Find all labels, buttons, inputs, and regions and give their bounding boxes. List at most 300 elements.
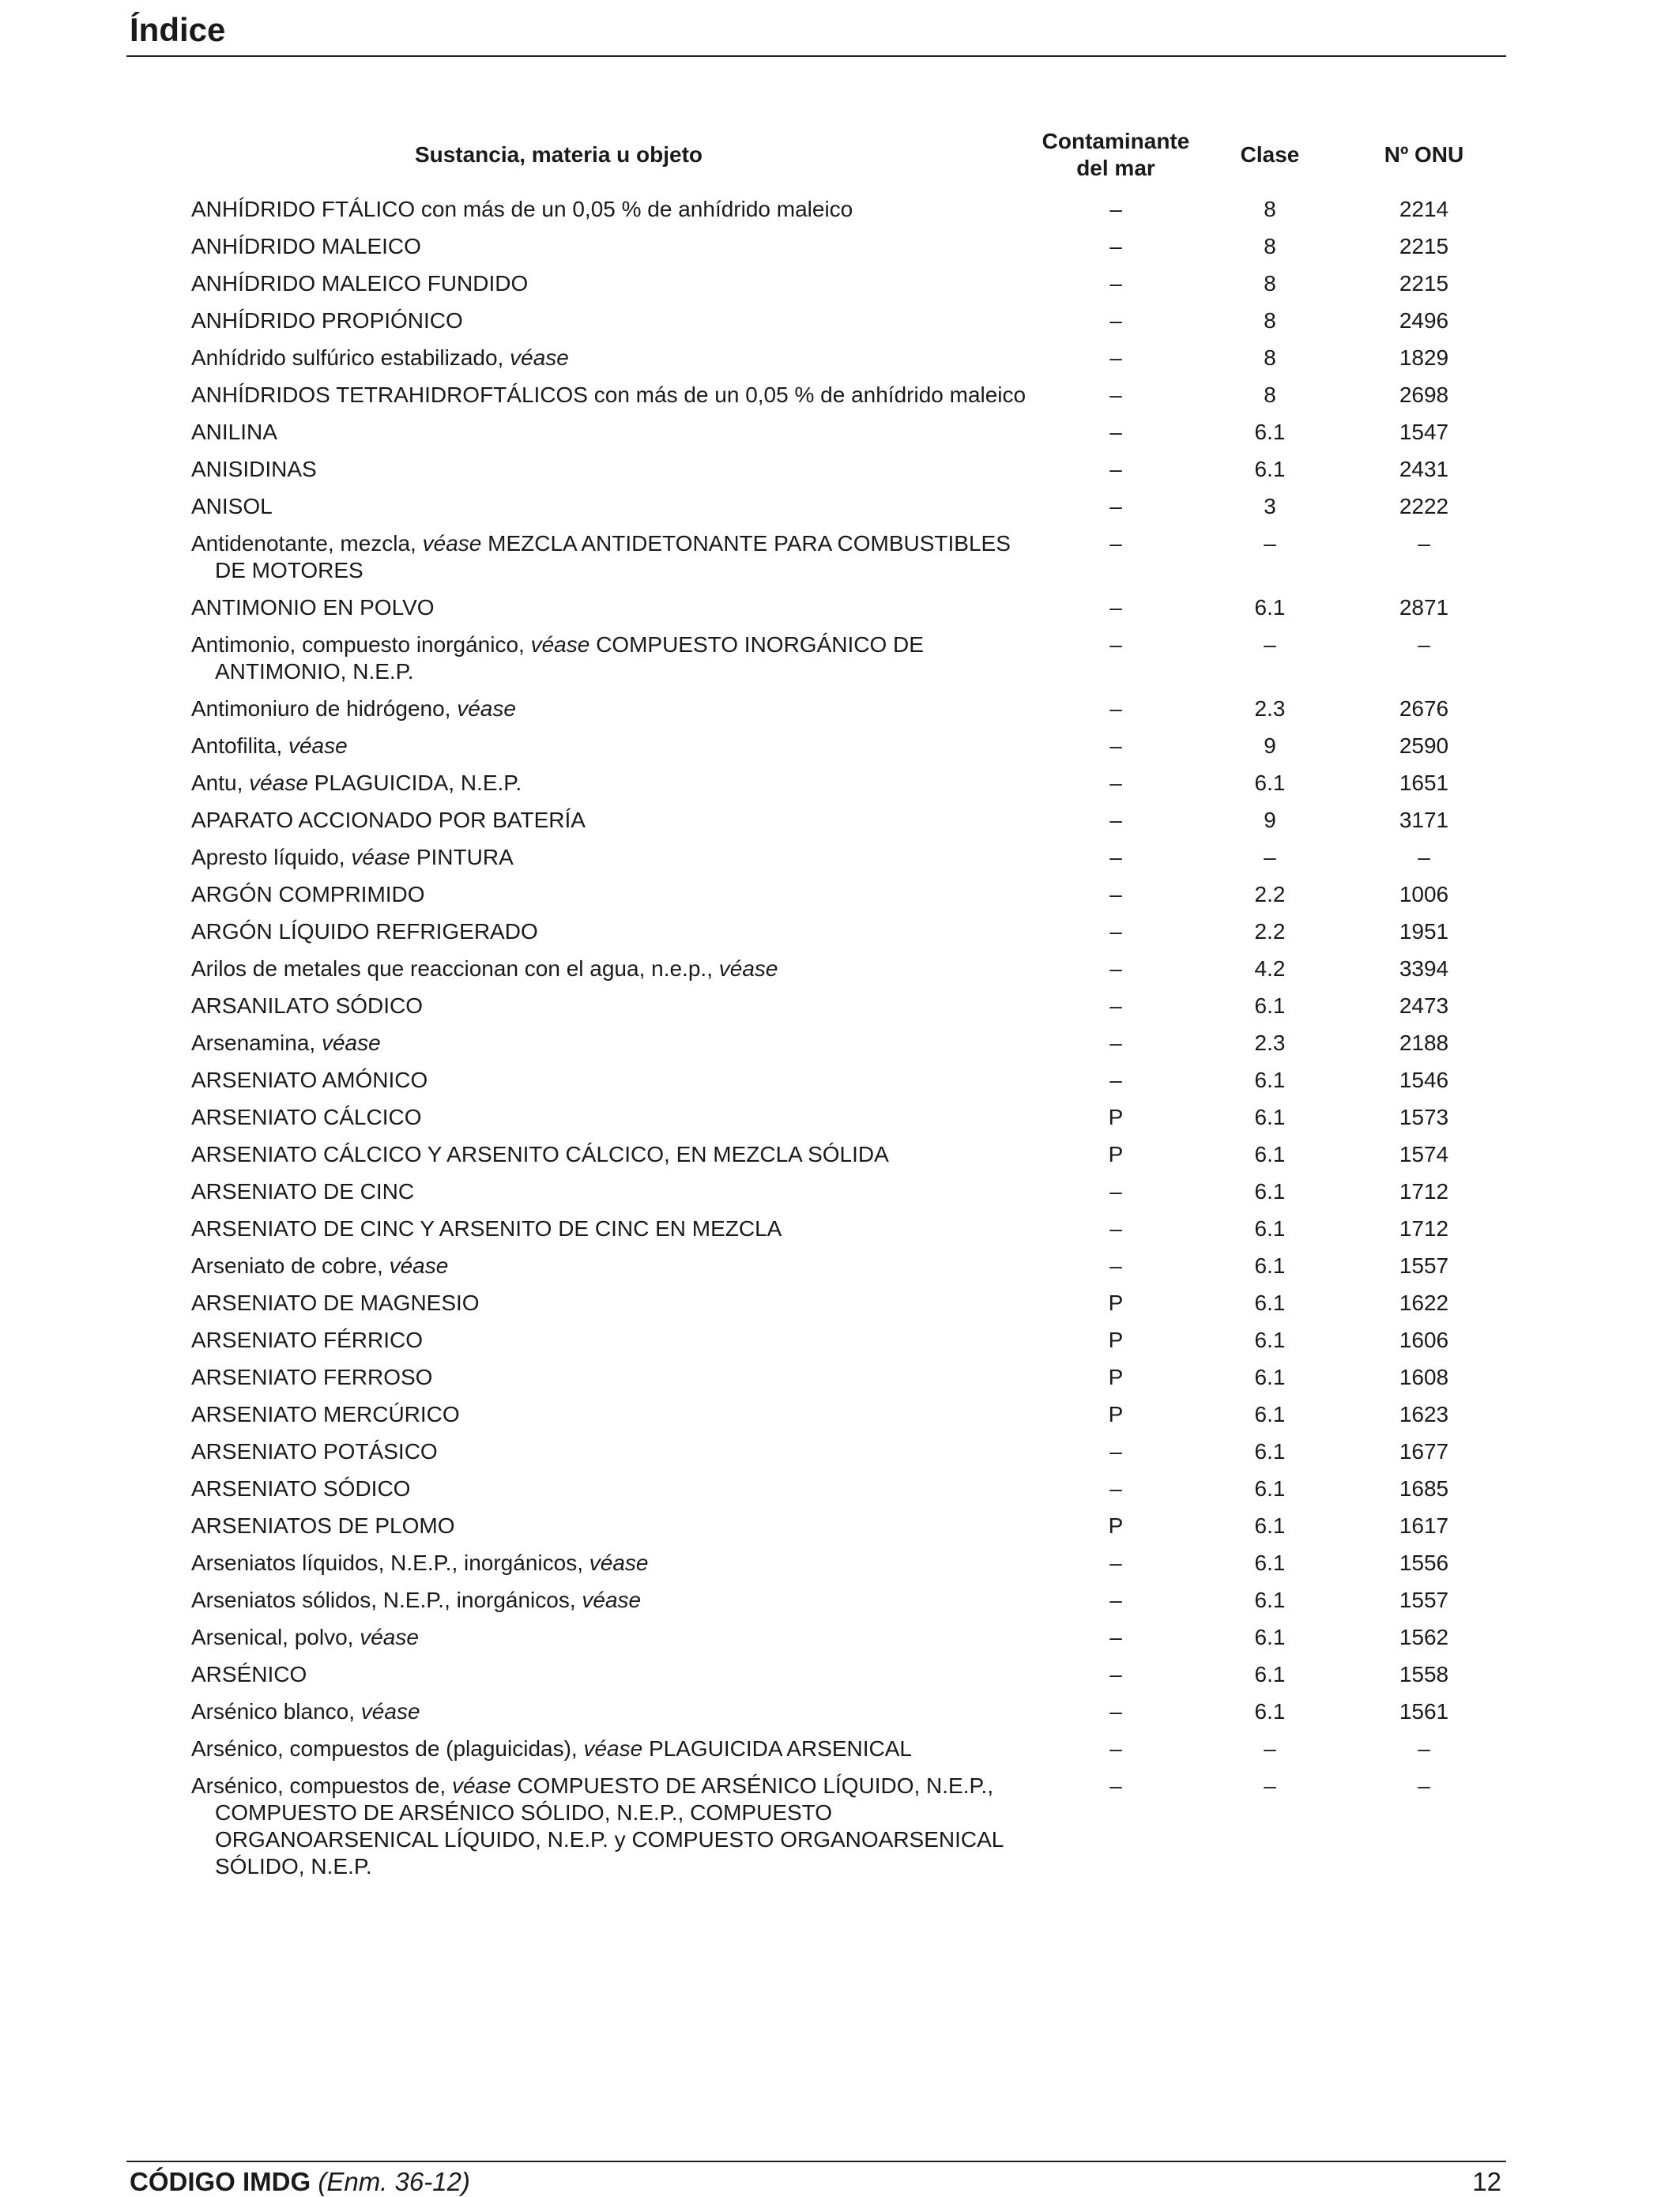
class-cell: 8 [1264,382,1276,407]
substance-cell [191,1732,1037,1769]
substance-name [191,1550,1037,1577]
substance-name [191,1364,1037,1391]
marine-pollutant-cell: – [1109,733,1122,758]
un-number-cell: – [1418,845,1430,869]
table-row [191,1324,1503,1361]
substance-name [191,993,1037,1019]
substance-cell [191,1249,1037,1287]
see-reference: véase [718,956,778,981]
un-number-cell: – [1418,1773,1430,1798]
marine-pollutant-cell: – [1109,457,1122,481]
table-header-row [191,119,1503,193]
reference-target: PLAGUICIDA, N.E.P. [307,771,522,795]
un-number-cell: – [1418,531,1430,556]
table-row [191,1212,1503,1249]
table-row [191,1621,1503,1658]
table-row [191,1064,1503,1101]
table-row [191,591,1503,628]
substance-name [191,1178,1037,1205]
table-row [191,1027,1503,1064]
substance-cell [191,804,1037,841]
substance-text: Antidenotante, mezcla, [191,531,423,556]
marine-pollutant-cell: – [1109,1068,1122,1092]
substance-cell [191,628,1037,692]
substance-cell [191,1361,1037,1398]
substance-text: Apresto líquido, [191,845,352,869]
un-number-cell: 1623 [1399,1402,1449,1426]
marine-pollutant-cell: – [1109,1551,1122,1575]
substance-text: ARSENIATO CÁLCICO Y ARSENITO CÁLCICO, EN MEZCLA SÓLIDA [191,1142,889,1166]
header-rule [126,55,1506,57]
class-cell: 6.1 [1254,1216,1286,1241]
substance-text: Arsénico blanco, [191,1699,361,1724]
substance-name [191,1735,1037,1762]
substance-name [191,1624,1037,1651]
substance-cell [191,841,1037,878]
table-row [191,1547,1503,1584]
substance-name [191,733,1037,759]
reference-target: PINTURA [410,845,514,869]
substance-text: ARSENIATO CÁLCICO [191,1105,422,1129]
substance-name [191,631,1037,685]
un-number-cell: 2214 [1399,197,1449,221]
substance-name [191,307,1037,334]
substance-name [191,1141,1037,1168]
class-cell: – [1264,531,1276,556]
substance-text: ARSENIATO MERCÚRICO [191,1402,460,1426]
reference-target: PLAGUICIDA ARSENICAL [642,1736,912,1761]
substance-text: ARSENIATO DE MAGNESIO [191,1291,480,1315]
column-header-substance: Sustancia, materia u objeto [414,142,703,167]
substance-name [191,233,1037,260]
substance-name [191,419,1037,446]
table-row [191,379,1503,416]
substance-text: Arsénico, compuestos de (plaguicidas), [191,1736,584,1761]
substance-cell [191,1324,1037,1361]
column-header-marine-line-2: del mar [1076,156,1155,180]
un-number-cell: 2222 [1399,494,1449,518]
substance-name [191,456,1037,483]
class-cell: 2.3 [1254,1031,1286,1055]
footer-code: CÓDIGO IMDG [130,2167,311,2196]
substance-cell [191,1547,1037,1584]
substance-name [191,1513,1037,1539]
table-row [191,878,1503,915]
table-row [191,952,1503,989]
marine-pollutant-cell: P [1108,1328,1124,1352]
class-cell: – [1264,1773,1276,1798]
class-cell: 6.1 [1254,771,1286,795]
substance-text: ANHÍDRIDOS TETRAHIDROFTÁLICOS con más de un 0,05 % de anhídrido maleico [191,382,1026,407]
class-cell: 6.1 [1254,1179,1286,1204]
table-row [191,1361,1503,1398]
substance-cell [191,767,1037,804]
substance-name [191,1773,1037,1880]
substance-text: ANHÍDRIDO MALEICO FUNDIDO [191,271,529,296]
un-number-cell: 1557 [1399,1253,1449,1278]
table-row [191,1695,1503,1732]
un-number-cell: 1573 [1399,1105,1449,1129]
marine-pollutant-cell: – [1109,308,1122,333]
substance-cell [191,527,1037,591]
marine-pollutant-cell: – [1109,882,1122,906]
table-row [191,341,1503,379]
marine-pollutant-cell: – [1109,771,1122,795]
class-cell: 2.2 [1254,882,1286,906]
un-number-cell: 1558 [1399,1662,1449,1686]
substance-cell [191,729,1037,767]
substance-cell [191,878,1037,915]
un-number-cell: 2698 [1399,382,1449,407]
see-reference: véase [510,345,569,370]
substance-text: ARSENIATO DE CINC Y ARSENITO DE CINC EN MEZCLA [191,1216,782,1241]
un-number-cell: 2431 [1399,457,1449,481]
marine-pollutant-cell: – [1109,382,1122,407]
substance-cell [191,1138,1037,1175]
marine-pollutant-cell: – [1109,271,1122,296]
page-number: 12 [1472,2167,1501,2196]
class-cell: 6.1 [1254,595,1286,620]
substance-name [191,530,1037,584]
substance-text: ARSENIATO SÓDICO [191,1476,411,1501]
substance-cell [191,1584,1037,1621]
substance-text: Arsenamina, [191,1031,322,1055]
class-cell: 6.1 [1254,1625,1286,1649]
substance-cell [191,1398,1037,1435]
substance-text: Arsenical, polvo, [191,1625,360,1649]
table-row [191,692,1503,729]
un-number-cell: 2215 [1399,234,1449,258]
substance-text: Arseniatos líquidos, N.E.P., inorgánicos, [191,1551,590,1575]
substance-cell [191,193,1037,230]
class-cell: 6.1 [1254,1142,1286,1166]
marine-pollutant-cell: P [1108,1142,1124,1166]
class-cell: 6.1 [1254,1513,1286,1538]
substance-text: ARSÉNICO [191,1662,307,1686]
substance-text: Anhídrido sulfúrico estabilizado, [191,345,510,370]
see-reference: véase [389,1253,449,1278]
substance-cell [191,230,1037,267]
marine-pollutant-cell: – [1109,1773,1122,1798]
un-number-cell: 2871 [1399,595,1449,620]
marine-pollutant-cell: – [1109,1588,1122,1612]
substance-text: ARSANILATO SÓDICO [191,993,424,1018]
class-cell: 6.1 [1254,1402,1286,1426]
marine-pollutant-cell: – [1109,696,1122,721]
substance-text: ANISOL [191,494,273,518]
column-header-marine-pollutant [1037,119,1195,193]
see-reference: véase [583,1736,643,1761]
substance-text: Arsénico, compuestos de, [191,1773,452,1798]
substance-name [191,918,1037,945]
substance-cell [191,952,1037,989]
substance-text: ANHÍDRIDO PROPIÓNICO [191,308,463,333]
substance-text: ARGÓN COMPRIMIDO [191,882,425,906]
substance-cell [191,1769,1037,1887]
marine-pollutant-cell: – [1109,1179,1122,1204]
marine-pollutant-cell: – [1109,1699,1122,1724]
substance-cell [191,915,1037,952]
substance-text: Arilos de metales que reaccionan con el agua, n.e.p., [191,956,719,981]
substance-cell [191,341,1037,379]
class-cell: – [1264,632,1276,657]
class-cell: 9 [1264,808,1276,832]
marine-pollutant-cell: – [1109,420,1122,444]
class-cell: 3 [1264,494,1276,518]
un-number-cell: 1712 [1399,1179,1449,1204]
marine-pollutant-cell: – [1109,1216,1122,1241]
substance-name [191,270,1037,297]
substance-text: Antimonio, compuesto inorgánico, [191,632,531,657]
table-row [191,1398,1503,1435]
un-number-cell: 1557 [1399,1588,1449,1612]
substance-cell [191,304,1037,341]
substance-name [191,1475,1037,1502]
substance-text: ANTIMONIO EN POLVO [191,595,435,620]
substance-cell [191,1435,1037,1472]
substance-name [191,345,1037,371]
substance-cell [191,453,1037,490]
column-header-marine-line-1: Contaminante [1042,129,1190,153]
substance-cell [191,416,1037,453]
class-cell: 6.1 [1254,1551,1286,1575]
substance-text: Antu, [191,771,250,795]
substance-cell [191,1509,1037,1547]
class-cell: 6.1 [1254,457,1286,481]
marine-pollutant-cell: – [1109,1439,1122,1464]
class-cell: 8 [1264,271,1276,296]
substance-index-table [191,119,1503,1887]
see-reference: véase [589,1551,649,1575]
reference-target: COMPUESTO DE ARSÉNICO LÍQUIDO, N.E.P., COMPUESTO DE ARSÉNICO SÓLIDO, N.E.P., COMPUESTO ORGANOARSENICAL LÍQUIDO, N.E.P. y COMPUESTO ORGANOARSENICAL SÓLIDO, N.E.P. [215,1773,1004,1879]
un-number-cell: 1677 [1399,1439,1449,1464]
substance-cell [191,1175,1037,1212]
class-cell: 8 [1264,234,1276,258]
substance-text: Arseniato de cobre, [191,1253,390,1278]
table-row [191,416,1503,453]
substance-cell [191,692,1037,729]
see-reference: véase [422,531,482,556]
un-number-cell: 1951 [1399,919,1449,944]
substance-name [191,382,1037,409]
un-number-cell: 1547 [1399,420,1449,444]
un-number-cell: 1608 [1399,1365,1449,1389]
substance-text: APARATO ACCIONADO POR BATERÍA [191,808,586,832]
substance-name [191,196,1037,223]
substance-cell [191,1621,1037,1658]
un-number-cell: 1562 [1399,1625,1449,1649]
marine-pollutant-cell: – [1109,956,1122,981]
substance-text: ARSENIATO AMÓNICO [191,1068,428,1092]
substance-text: ARSENIATOS DE PLOMO [191,1513,455,1538]
class-cell: 6.1 [1254,1068,1286,1092]
marine-pollutant-cell: – [1109,531,1122,556]
footer-edition: (Enm. 36-12) [318,2167,470,2196]
footer-rule [126,2161,1506,2162]
un-number-cell: 1712 [1399,1216,1449,1241]
substance-text: Antofilita, [191,733,288,758]
substance-cell [191,1658,1037,1695]
marine-pollutant-cell: P [1108,1291,1124,1315]
un-number-cell: 1606 [1399,1328,1449,1352]
substance-name [191,1401,1037,1428]
footer-document-code [130,2167,470,2197]
marine-pollutant-cell: – [1109,197,1122,221]
table-row [191,527,1503,591]
substance-name [191,1661,1037,1688]
substance-cell [191,1212,1037,1249]
table-row [191,841,1503,878]
marine-pollutant-cell: – [1109,1736,1122,1761]
un-number-cell: 3394 [1399,956,1449,981]
class-cell: 6.1 [1254,1105,1286,1129]
un-number-cell: – [1418,1736,1430,1761]
table-row [191,628,1503,692]
table-row [191,729,1503,767]
substance-name [191,1215,1037,1242]
un-number-cell: – [1418,632,1430,657]
substance-name [191,594,1037,621]
table-row [191,1435,1503,1472]
table-row [191,1138,1503,1175]
substance-cell [191,1472,1037,1509]
table-row [191,1175,1503,1212]
class-cell: 2.2 [1254,919,1286,944]
un-number-cell: 2188 [1399,1031,1449,1055]
class-cell: – [1264,845,1276,869]
table-row [191,453,1503,490]
substance-name [191,844,1037,871]
substance-cell [191,267,1037,304]
un-number-cell: 1622 [1399,1291,1449,1315]
un-number-cell: 1006 [1399,882,1449,906]
substance-text: ANILINA [191,420,277,444]
table-row [191,490,1503,527]
substance-name [191,1438,1037,1465]
page-title: Índice [130,11,226,48]
un-number-cell: 2676 [1399,696,1449,721]
table-row [191,1732,1503,1769]
substance-text: ARSENIATO FÉRRICO [191,1328,424,1352]
substance-cell [191,1287,1037,1324]
table-row [191,989,1503,1027]
un-number-cell: 1561 [1399,1699,1449,1724]
marine-pollutant-cell: – [1109,234,1122,258]
marine-pollutant-cell: – [1109,1476,1122,1501]
un-number-cell: 2473 [1399,993,1449,1018]
un-number-cell: 1685 [1399,1476,1449,1501]
class-cell: 8 [1264,197,1276,221]
substance-cell [191,1027,1037,1064]
substance-cell [191,1695,1037,1732]
marine-pollutant-cell: P [1108,1513,1124,1538]
see-reference: véase [451,1773,511,1798]
column-header-un-number: Nº ONU [1384,142,1464,167]
un-number-cell: 2215 [1399,271,1449,296]
marine-pollutant-cell: P [1108,1105,1124,1129]
marine-pollutant-cell: P [1108,1402,1124,1426]
class-cell: 2.3 [1254,696,1286,721]
table-row [191,1658,1503,1695]
class-cell: 8 [1264,308,1276,333]
class-cell: 6.1 [1254,1699,1286,1724]
class-cell: 6.1 [1254,1588,1286,1612]
un-number-cell: 2590 [1399,733,1449,758]
class-cell: 8 [1264,345,1276,370]
substance-name [191,695,1037,722]
table-row [191,1472,1503,1509]
substance-name [191,1290,1037,1317]
marine-pollutant-cell: – [1109,993,1122,1018]
see-reference: véase [457,696,516,721]
see-reference: véase [530,632,590,657]
substance-text: Arseniatos sólidos, N.E.P., inorgánicos, [191,1588,582,1612]
marine-pollutant-cell: – [1109,1253,1122,1278]
substance-name [191,1067,1037,1094]
substance-name [191,1698,1037,1725]
table-row [191,1249,1503,1287]
class-cell: 6.1 [1254,1662,1286,1686]
reference-target: COMPUESTO INORGÁNICO DE ANTIMONIO, N.E.P. [215,632,924,684]
un-number-cell: 1574 [1399,1142,1449,1166]
see-reference: véase [360,1625,419,1649]
substance-cell [191,1064,1037,1101]
un-number-cell: 2496 [1399,308,1449,333]
substance-text: ARGÓN LÍQUIDO REFRIGERADO [191,919,538,944]
see-reference: véase [249,771,308,795]
table-row [191,230,1503,267]
substance-cell [191,379,1037,416]
substance-text: ANHÍDRIDO MALEICO [191,234,421,258]
table-row [191,193,1503,230]
substance-name [191,955,1037,982]
substance-name [191,807,1037,834]
table-row [191,267,1503,304]
marine-pollutant-cell: – [1109,595,1122,620]
substance-cell [191,490,1037,527]
see-reference: véase [321,1031,381,1055]
table-row [191,1769,1503,1887]
marine-pollutant-cell: – [1109,1625,1122,1649]
table-row [191,1509,1503,1547]
marine-pollutant-cell: – [1109,1031,1122,1055]
table-row [191,1101,1503,1138]
table-row [191,915,1503,952]
class-cell: 6.1 [1254,1439,1286,1464]
substance-name [191,1253,1037,1279]
class-cell: 6.1 [1254,1476,1286,1501]
class-cell: 9 [1264,733,1276,758]
table-row [191,1584,1503,1621]
un-number-cell: 3171 [1399,808,1449,832]
substance-name [191,1104,1037,1131]
table-row [191,304,1503,341]
un-number-cell: 1651 [1399,771,1449,795]
see-reference: véase [582,1588,642,1612]
see-reference: véase [351,845,411,869]
marine-pollutant-cell: P [1108,1365,1124,1389]
substance-name [191,493,1037,520]
substance-text: Antimoniuro de hidrógeno, [191,696,458,721]
table-row [191,804,1503,841]
reference-target: MEZCLA ANTIDETONANTE PARA COMBUSTIBLES DE MOTORES [215,531,1011,582]
substance-text: ANISIDINAS [191,457,317,481]
marine-pollutant-cell: – [1109,494,1122,518]
table-row [191,767,1503,804]
un-number-cell: 1829 [1399,345,1449,370]
table-row [191,1287,1503,1324]
class-cell: 6.1 [1254,1253,1286,1278]
